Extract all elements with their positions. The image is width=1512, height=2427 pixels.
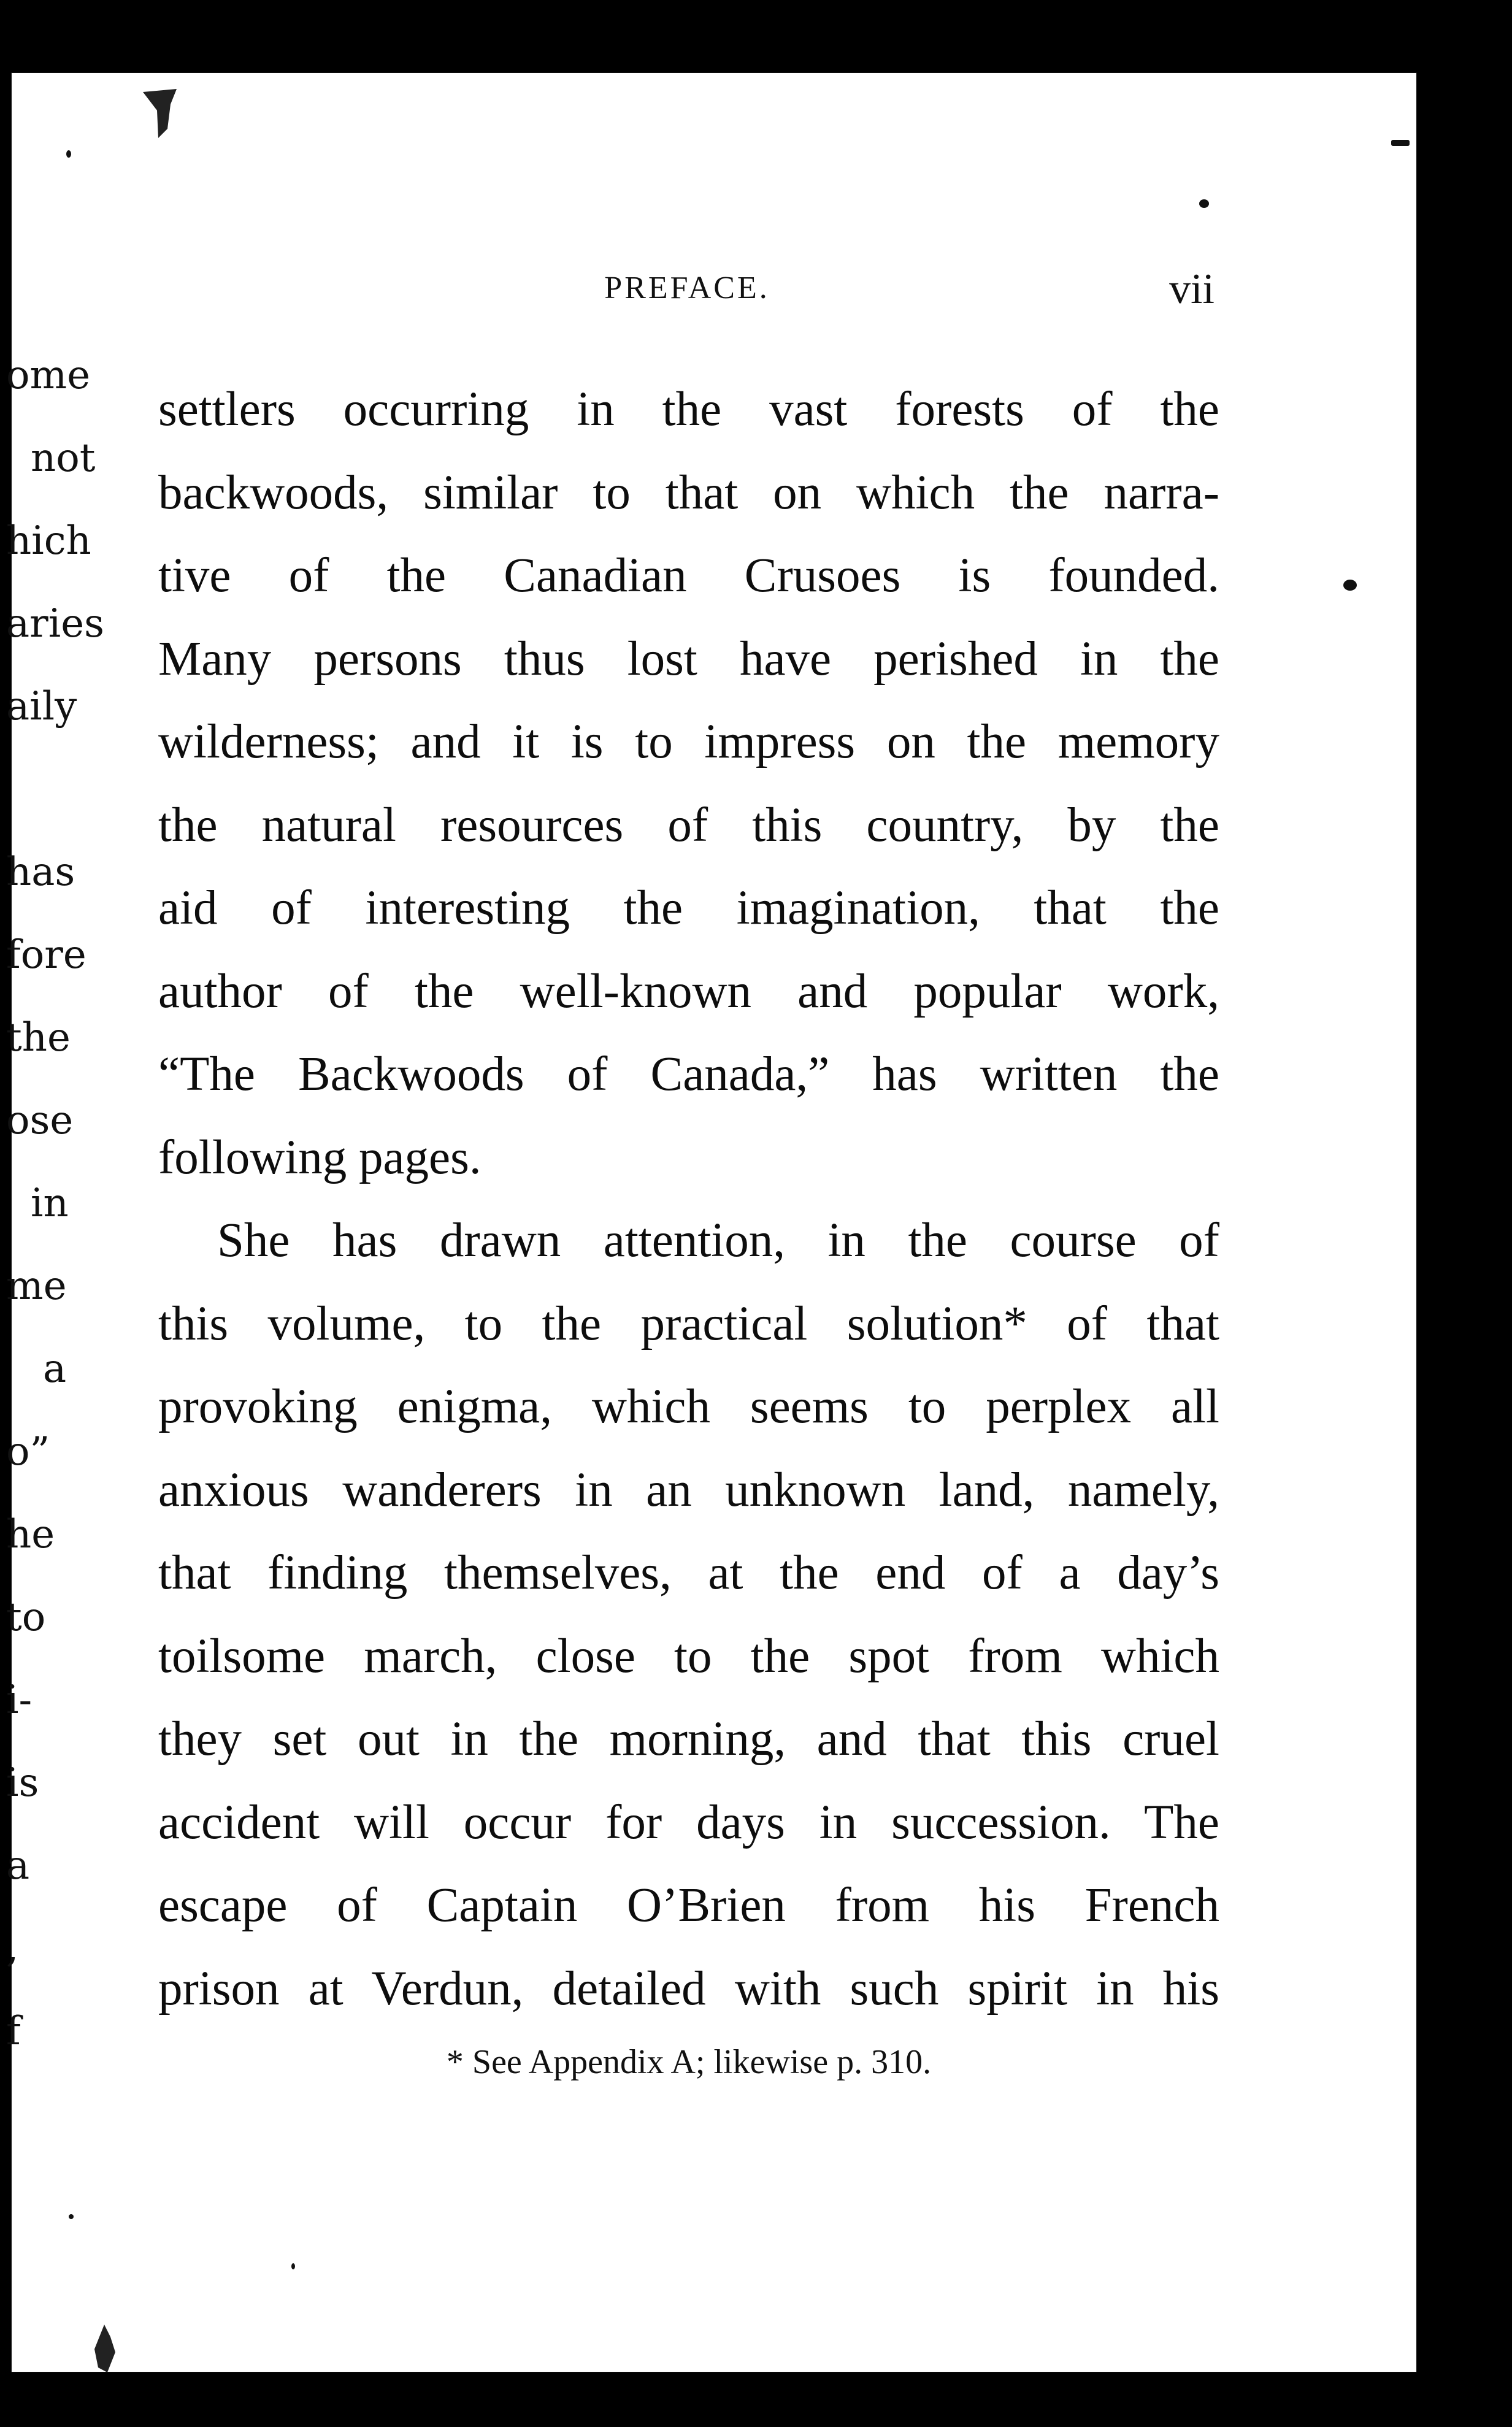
body-text — [158, 368, 1219, 2030]
facing-fragment: aries — [6, 601, 104, 646]
text-line: prison at Verdun, detailed with such spirit in his — [158, 1961, 1219, 2015]
running-head — [159, 266, 1215, 319]
facing-fragment: has — [6, 849, 75, 895]
facing-fragment: f — [6, 2009, 21, 2054]
text-line: “The Backwoods of Canada,” has written the — [158, 1048, 1219, 1101]
text-line: tive of the Canadian Crusoes is founded. — [158, 549, 1219, 602]
speck — [66, 150, 71, 158]
text-line: wilderness; and it is to impress on the memory — [158, 715, 1219, 769]
facing-fragment: a — [43, 1346, 67, 1392]
text-line: toilsome march, close to the spot from which — [158, 1629, 1219, 1683]
speck — [1199, 199, 1209, 208]
speck — [1343, 580, 1357, 591]
scan-smudge-icon — [140, 86, 183, 141]
text-line: accident will occur for days in succession. The — [158, 1795, 1219, 1849]
text-line: they set out in the morning, and that this cruel — [158, 1712, 1219, 1766]
facing-page-margin — [0, 343, 117, 2122]
facing-fragment: , — [6, 1926, 19, 1971]
facing-fragment: o” — [6, 1429, 50, 1474]
text-line: Many persons thus lost have perished in the — [158, 632, 1219, 686]
facing-fragment: the — [6, 1015, 71, 1060]
facing-fragment: i- — [6, 1677, 33, 1723]
text-line: She has drawn attention, in the course of — [217, 1214, 1219, 1267]
facing-fragment: hich — [6, 518, 91, 564]
text-line: the natural resources of this country, by the — [158, 798, 1219, 852]
text-line: backwoods, similar to that on which the narra- — [158, 466, 1219, 520]
speck — [1391, 140, 1410, 146]
facing-fragment: me — [6, 1263, 67, 1309]
ink-blot-icon — [92, 2325, 117, 2374]
facing-fragment: fore — [6, 932, 86, 978]
facing-fragment: ose — [6, 1098, 74, 1143]
text-line: anxious wanderers in an unknown land, namely, — [158, 1463, 1219, 1517]
text-line: that finding themselves, at the end of a day’s — [158, 1546, 1219, 1600]
text-line: following pages. — [158, 1130, 482, 1184]
facing-fragment: he — [6, 1512, 55, 1557]
facing-fragment: ome — [6, 353, 91, 398]
facing-fragment: to — [6, 1595, 46, 1640]
footnote: * See Appendix A; likewise p. 310. — [446, 2043, 932, 2081]
speck — [69, 2214, 74, 2219]
text-line: provoking enigma, which seems to perplex all — [158, 1380, 1219, 1433]
facing-fragment: is — [6, 1760, 39, 1806]
text-line: aid of interesting the imagination, that the — [158, 881, 1219, 935]
text-line: this volume, to the practical solution* of that — [158, 1297, 1219, 1351]
text-line: author of the well-known and popular work, — [158, 964, 1219, 1018]
facing-fragment: not — [31, 435, 96, 481]
page-number: vii — [1169, 266, 1215, 313]
text-line: settlers occurring in the vast forests of the — [158, 383, 1219, 436]
facing-fragment: a — [6, 1843, 30, 1888]
running-title: PREFACE. — [604, 270, 770, 305]
speck — [291, 2263, 295, 2269]
facing-fragment: in — [31, 1181, 69, 1226]
text-line: escape of Captain O’Brien from his French — [158, 1879, 1219, 1932]
facing-fragment: aily — [6, 684, 77, 729]
